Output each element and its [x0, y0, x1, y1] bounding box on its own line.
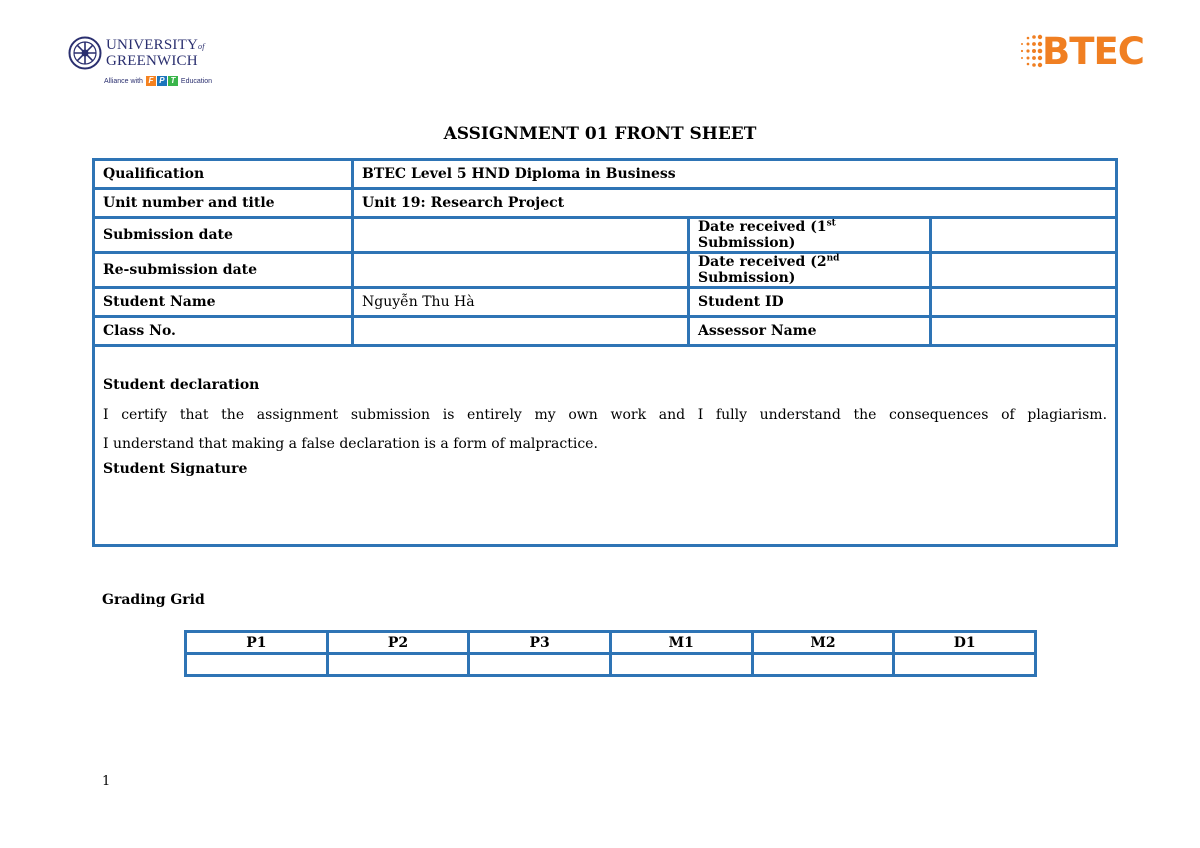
assessor-name-label: Assessor Name	[689, 317, 931, 346]
class-no-label: Class No.	[94, 317, 353, 346]
grading-grid-label: Grading Grid	[102, 592, 205, 608]
submission-date-label: Submission date	[94, 218, 353, 253]
student-row	[94, 288, 1117, 317]
declaration-line-1: I certify that the assignment submission is entirely my own work and I fully understand the consequences of plagiarism.	[103, 407, 1108, 423]
unit-row	[94, 189, 1117, 218]
declaration-text	[103, 401, 1107, 459]
declaration-heading: Student declaration	[103, 377, 260, 393]
resubmission-date-value	[353, 253, 689, 288]
student-name-label: Student Name	[94, 288, 353, 317]
page-number: 1	[102, 774, 111, 789]
student-id-value	[931, 288, 1117, 317]
date-received-2-value	[931, 253, 1117, 288]
submission-row	[94, 218, 1117, 253]
fpt-logo: F P T	[146, 76, 178, 86]
grading-header-row	[186, 632, 1036, 654]
grading-value-row	[186, 654, 1036, 676]
grade-cell-p3	[469, 654, 611, 676]
date-received-2-label: Date received (2nd Submission)	[689, 253, 931, 288]
qualification-value: BTEC Level 5 HND Diploma in Business	[353, 160, 1117, 189]
university-name: UNIVERSITYof GREENWICH	[106, 37, 205, 69]
btec-dots-icon	[1018, 32, 1044, 70]
front-sheet-table	[92, 158, 1118, 547]
signature-label: Student Signature	[103, 461, 248, 477]
unit-label: Unit number and title	[94, 189, 353, 218]
declaration-line-2: I understand that making a false declaration is a form of malpractice.	[103, 436, 598, 452]
grade-cell-m1	[610, 654, 752, 676]
grade-header-p3: P3	[469, 632, 611, 654]
qualification-label: Qualification	[94, 160, 353, 189]
declaration-cell	[94, 346, 1117, 546]
university-seal-icon	[68, 36, 102, 70]
grade-header-p1: P1	[186, 632, 328, 654]
class-row	[94, 317, 1117, 346]
grade-header-m1: M1	[610, 632, 752, 654]
grade-cell-p2	[327, 654, 469, 676]
resubmission-date-label: Re-submission date	[94, 253, 353, 288]
date-received-1-label: Date received (1st Submission)	[689, 218, 931, 253]
student-id-label: Student ID	[689, 288, 931, 317]
page-title: ASSIGNMENT 01 FRONT SHEET	[443, 124, 757, 144]
class-no-value	[353, 317, 689, 346]
grade-cell-d1	[894, 654, 1036, 676]
date-received-1-value	[931, 218, 1117, 253]
qualification-row	[94, 160, 1117, 189]
university-of-greenwich-logo	[68, 36, 218, 92]
grade-header-d1: D1	[894, 632, 1036, 654]
declaration-row	[94, 346, 1117, 546]
submission-date-value	[353, 218, 689, 253]
grading-grid-table	[184, 630, 1037, 677]
resubmission-row	[94, 253, 1117, 288]
assessor-name-value	[931, 317, 1117, 346]
btec-wordmark: BTEC	[1042, 30, 1144, 73]
grade-cell-m2	[752, 654, 894, 676]
alliance-line: Alliance with F P T Education	[104, 76, 213, 85]
grade-header-m2: M2	[752, 632, 894, 654]
unit-value: Unit 19: Research Project	[353, 189, 1117, 218]
btec-logo	[1018, 30, 1148, 74]
grade-header-p2: P2	[327, 632, 469, 654]
student-name-value: Nguyễn Thu Hà	[353, 288, 689, 317]
grade-cell-p1	[186, 654, 328, 676]
